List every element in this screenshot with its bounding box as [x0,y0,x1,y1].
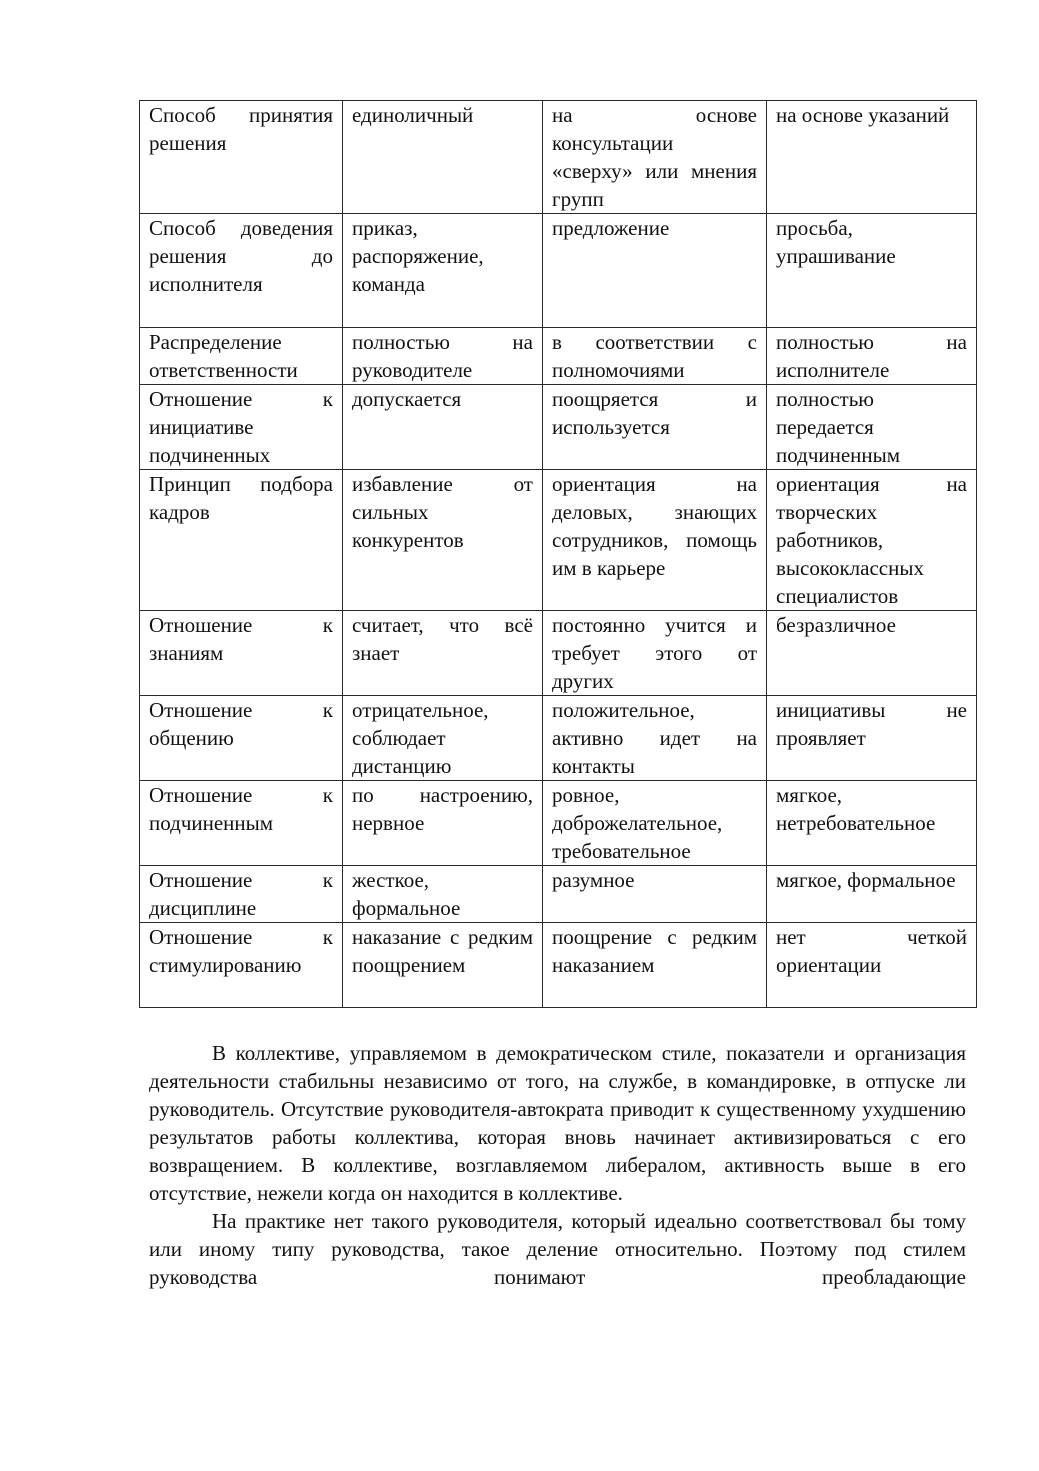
table-cell: Способ доведения решения до исполнителя [140,214,343,328]
table-cell: Распределение ответственности [140,328,343,385]
table-cell: Отношение к общению [140,696,343,781]
table-row [140,470,977,611]
table-row [140,101,977,214]
table-cell: безразличное [767,611,977,696]
table-cell: разумное [543,866,767,923]
table-cell: Отношение к инициативе подчиненных [140,385,343,470]
table-cell: Способ принятия решения [140,101,343,214]
paragraph: В коллективе, управляемом в демократическом стиле, показатели и организация деятельности стабильны независимо от того, на службе, в командировке, в отпуске ли руководитель. Отсутствие руководителя-автократа приводит к существенному ухудшению результатов работы коллектива, которая вновь начинает активизироваться с его возвращением. В коллективе, возглавляемом либералом, активность выше в его отсутствие, нежели когда он находится в коллективе. [149,1041,966,1205]
table-cell: полностью на исполнителе [767,328,977,385]
table-cell: единоличный [343,101,543,214]
table-cell: положительное, активно идет на контакты [543,696,767,781]
table-cell: инициативы не проявляет [767,696,977,781]
table-cell: отрицательное, соблюдает дистанцию [343,696,543,781]
table-row [140,696,977,781]
table-cell: Отношение к подчиненным [140,781,343,866]
table-row [140,328,977,385]
table-row [140,214,977,328]
paragraph: На практике нет такого руководителя, который идеально соответствовал бы тому или иному типу руководства, такое деление относительно. Поэтому под стилем руководства понимают преобладающие [149,1209,966,1289]
table-cell: Отношение к дисциплине [140,866,343,923]
table-cell: предложение [543,214,767,328]
table-cell: полностью передается подчиненным [767,385,977,470]
table-cell: поощрение с редким наказанием [543,923,767,1008]
table-row [140,611,977,696]
table-row [140,385,977,470]
table-cell: полностью на руководителе [343,328,543,385]
table-cell: допускается [343,385,543,470]
table-cell: ровное, доброжелательное, требовательное [543,781,767,866]
table-cell: на основе консультации «сверху» или мнения групп [543,101,767,214]
table-row [140,923,977,1008]
table-cell: наказание с редким поощрением [343,923,543,1008]
table-cell: ориентация на деловых, знающих сотрудников, помощь им в карьере [543,470,767,611]
table-row [140,781,977,866]
table-cell: приказ, распоряжение, команда [343,214,543,328]
table-cell: жесткое, формальное [343,866,543,923]
table-cell: избавление от сильных конкурентов [343,470,543,611]
table-cell: по настроению, нервное [343,781,543,866]
table-cell: считает, что всё знает [343,611,543,696]
table-cell: ориентация на творческих работников, высококлассных специалистов [767,470,977,611]
table-cell: в соответствии с полномочиями [543,328,767,385]
table-cell: постоянно учится и требует этого от других [543,611,767,696]
table-cell: мягкое, формальное [767,866,977,923]
table-cell: Отношение к знаниям [140,611,343,696]
body-text [149,1039,966,1291]
table-cell: просьба, упрашивание [767,214,977,328]
table-cell: Принцип подбора кадров [140,470,343,611]
table-cell: мягкое, нетребовательное [767,781,977,866]
table-row [140,866,977,923]
table-cell: нет четкой ориентации [767,923,977,1008]
leadership-styles-table [139,100,977,1008]
table-cell: поощряется и используется [543,385,767,470]
table-cell: на основе указаний [767,101,977,214]
table-cell: Отношение к стимулированию [140,923,343,1008]
